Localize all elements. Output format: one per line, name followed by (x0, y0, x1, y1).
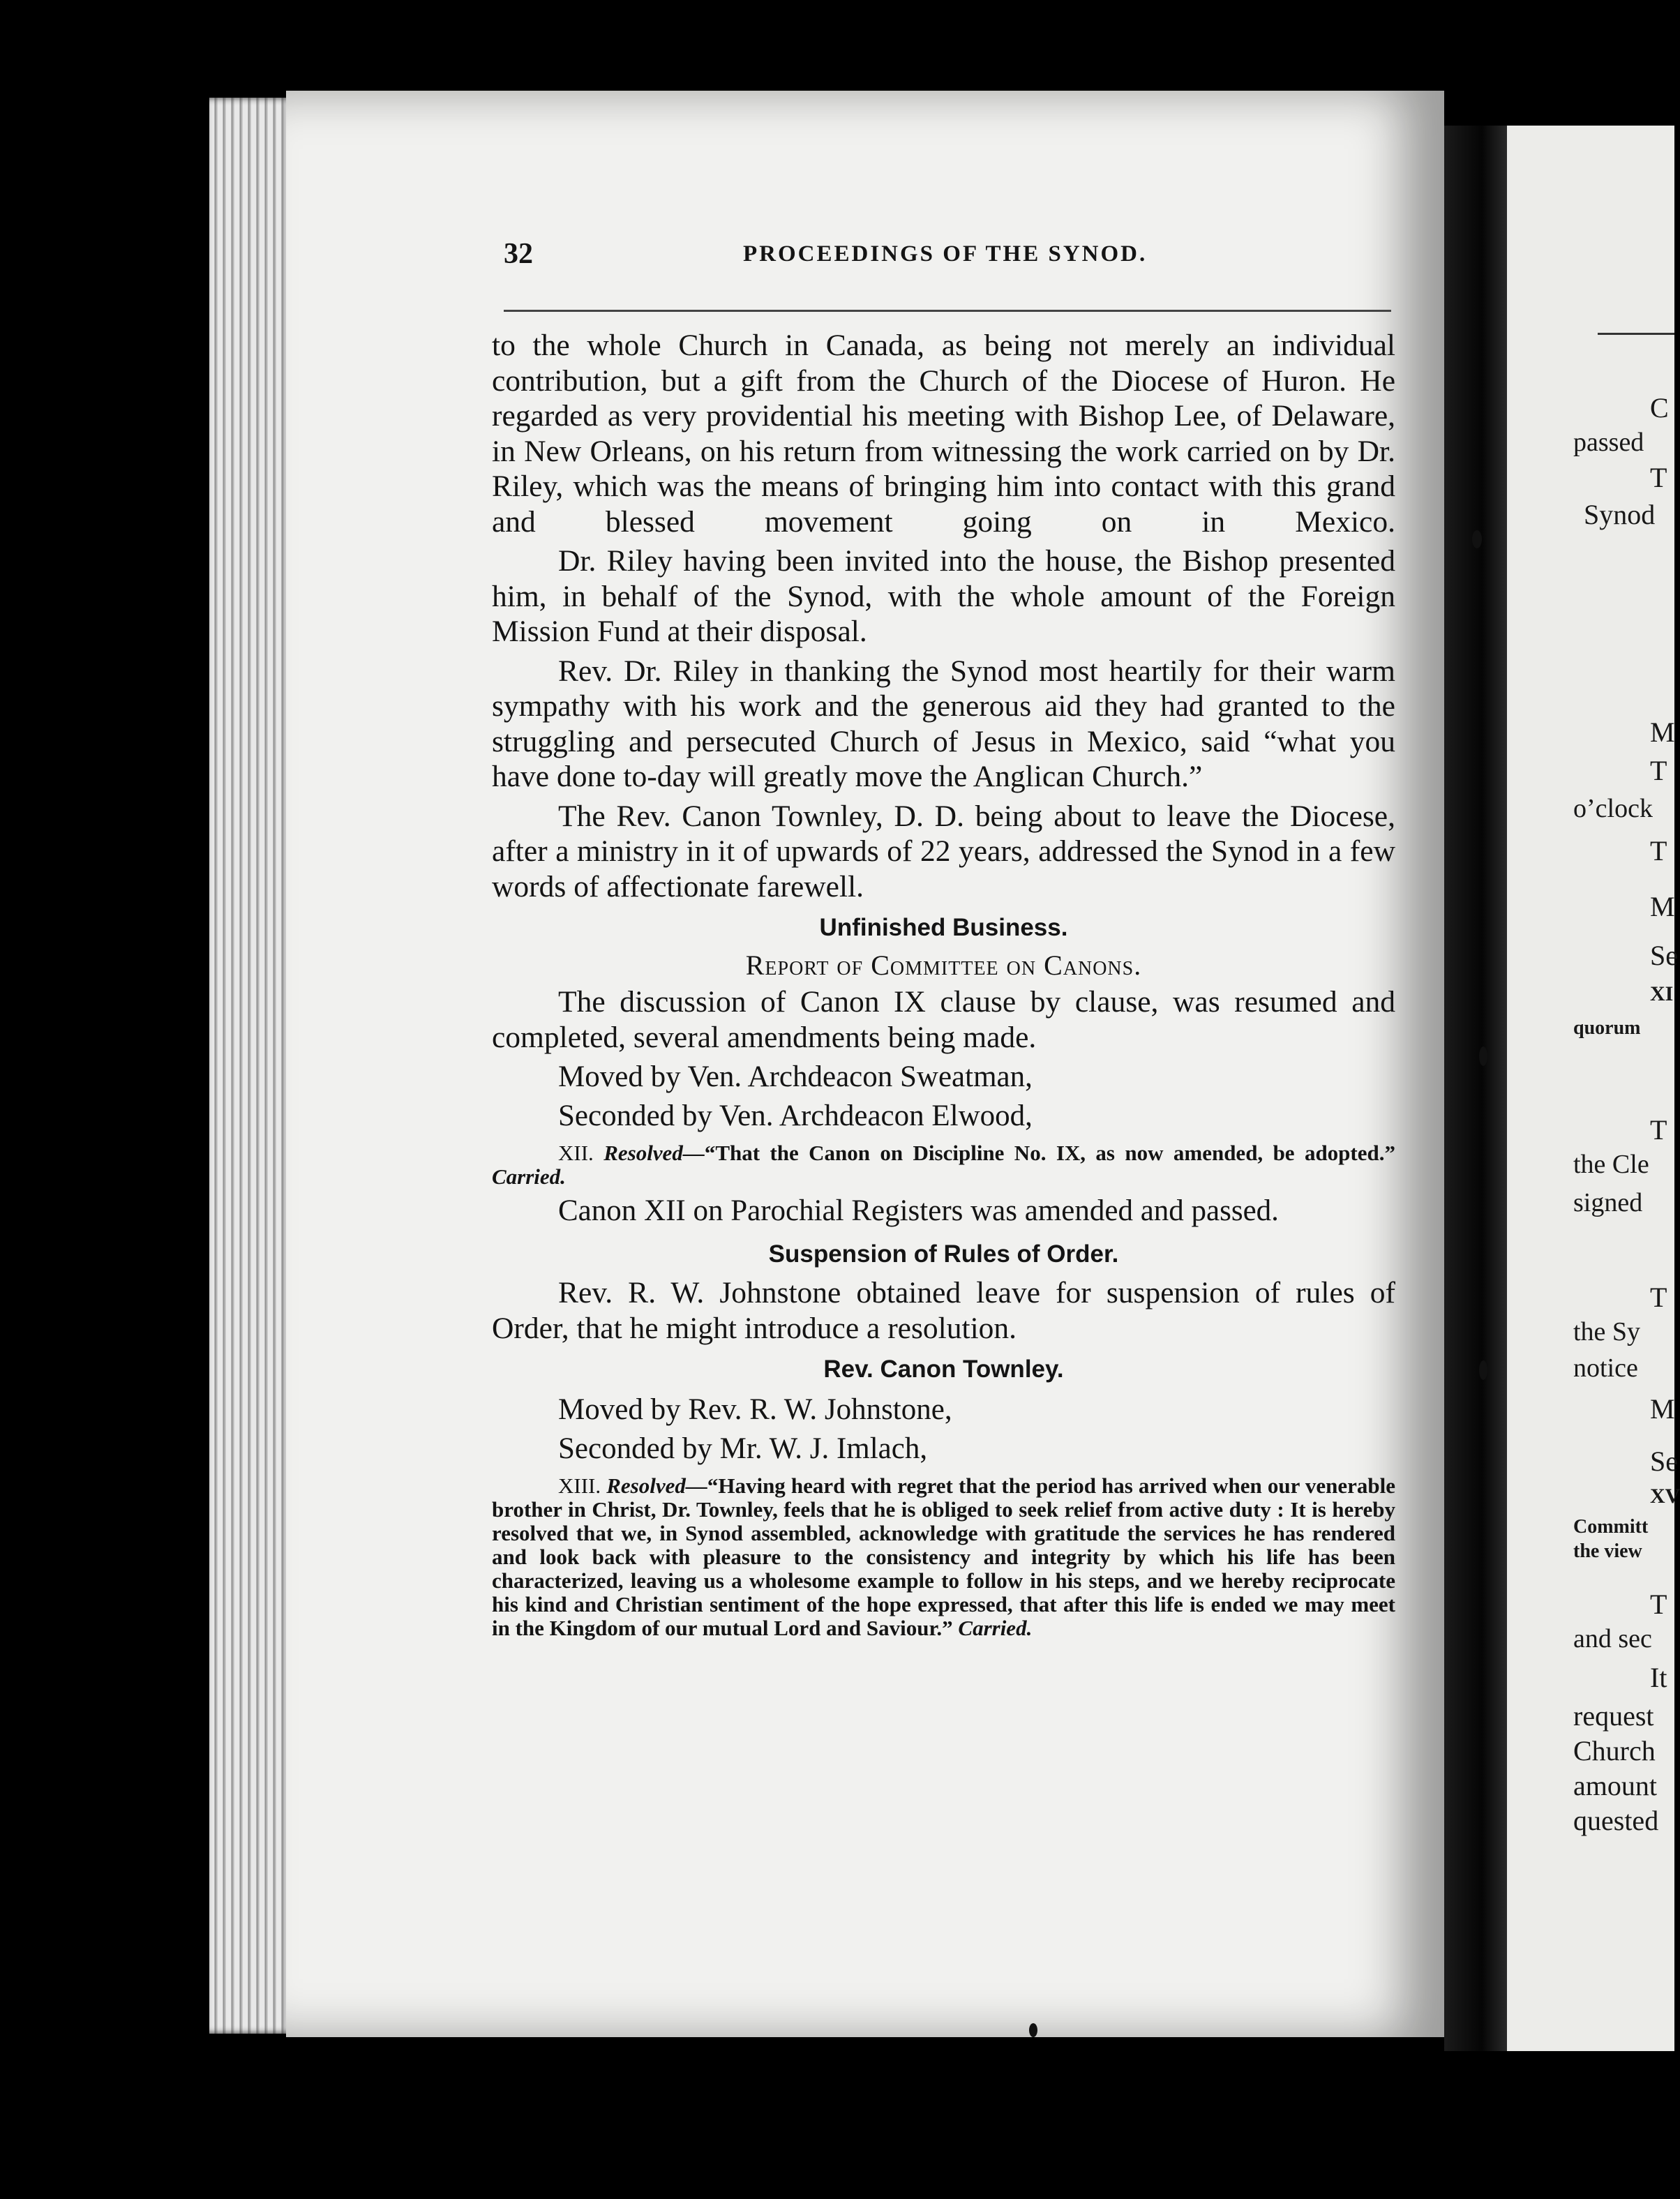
right-page-fragment: XV (1650, 1485, 1680, 1508)
right-page-fragment: It (1650, 1662, 1667, 1693)
resolution-text: “Having heard with regret that the period has arrived when our venerable brother in Christ, Dr. Townley, feels that he is obliged to seek relief from active duty : It is hereby resolved that we, in Synod assembled, acknowledge with gratitude the services he has rendered and look back with pleasure to the consistency and integrity by which his life has been characterized, leaving us a wholesome example to follow in his steps, and we hereby reciprocate his kind and Christian sentiment of the hope expressed, that after this life is ended we may meet in the Kingdom of our mutual Lord and Saviour.” (492, 1473, 1396, 1640)
paragraph: Canon XII on Parochial Registers was amended and passed. (558, 1194, 1279, 1227)
right-page-fragment: the Sy (1573, 1317, 1641, 1346)
paragraph: to the whole Church in Canada, as being not merely an individual contribution, but a gift from the Church of the Diocese of Huron. He regarded as very providential his meeting with Bishop Lee, of Delaware, in New Orleans, on his return from witnessing the work carried on by Dr. Riley, which was the means of bringing him into contact with this grand and blessed movement going on in Mexico. (492, 329, 1395, 539)
right-page-fragment: XI (1650, 982, 1674, 1005)
resolved-label: Resolved— (603, 1141, 705, 1165)
book-gutter (1444, 126, 1507, 2051)
right-page-fragment: the view (1573, 1540, 1642, 1562)
right-page-fragment: Church (1573, 1735, 1656, 1766)
right-page-fragment: T (1650, 1589, 1667, 1620)
right-page-fragment: Se (1650, 1446, 1678, 1477)
page-body (492, 328, 1395, 1643)
right-page-fragment: T (1650, 1282, 1667, 1313)
right-page-rule (1598, 333, 1674, 335)
carried-label: Carried. (958, 1616, 1033, 1640)
header-rule (504, 310, 1391, 312)
mover-line: Moved by Ven. Archdeacon Sweatman, (558, 1060, 1033, 1093)
resolution-xiii (492, 1474, 1395, 1640)
right-page-fragment: M (1650, 891, 1675, 922)
right-page-fragment: T (1650, 755, 1667, 786)
section-heading: Unfinished Business. (819, 914, 1068, 941)
right-page-fragment: passed (1573, 428, 1644, 457)
ink-speck (1029, 2023, 1037, 2037)
paragraph: The discussion of Canon IX clause by clause, was resumed and completed, several amendments being made. (492, 985, 1395, 1054)
book-page-edges (209, 98, 293, 2034)
right-page-fragment: o’clock (1573, 794, 1653, 823)
seconder-line: Seconded by Ven. Archdeacon Elwood, (558, 1100, 1033, 1132)
section-heading: Rev. Canon Townley. (823, 1356, 1064, 1383)
binding-mark (1479, 1360, 1487, 1380)
binding-mark (1479, 1046, 1487, 1066)
resolution-number: XII. (558, 1141, 594, 1165)
right-page-fragment: Synod (1584, 499, 1656, 530)
right-page-fragment: signed (1573, 1188, 1643, 1217)
right-page-fragment: M (1650, 1393, 1675, 1425)
right-page-fragment: Se (1650, 940, 1678, 971)
right-page-fragment: quested (1573, 1805, 1659, 1836)
resolved-label: Resolved— (606, 1473, 707, 1498)
page-number: 32 (504, 238, 533, 270)
right-page-fragment: request (1573, 1700, 1654, 1732)
paragraph: Dr. Riley having been invited into the house, the Bishop presented him, in behalf of the Synod, with the whole amount of the Foreign Mission Fund at their disposal. (492, 544, 1395, 648)
running-header: PROCEEDINGS OF THE SYNOD. (743, 241, 1148, 267)
paragraph: The Rev. Canon Townley, D. D. being about to leave the Diocese, after a ministry in it of upwards of 22 years, addressed the Synod in a few words of affectionate farewell. (492, 799, 1395, 903)
binding-mark (1472, 530, 1482, 548)
resolution-text: “That the Canon on Discipline No. IX, as now amended, be adopted.” (704, 1141, 1395, 1165)
right-page-fragment: and sec (1573, 1624, 1652, 1653)
right-page-fragment: notice (1573, 1353, 1638, 1383)
seconder-line: Seconded by Mr. W. J. Imlach, (558, 1432, 928, 1465)
right-page-fragment: the Cle (1573, 1150, 1649, 1179)
right-page-fragment: quorum (1573, 1017, 1641, 1039)
mover-line: Moved by Rev. R. W. Johnstone, (558, 1393, 952, 1426)
paragraph: Rev. Dr. Riley in thanking the Synod most heartily for their warm sympathy with his work and the generous aid they had granted to the struggling and persecuted Church of Jesus in Mexico, said “what you have done to-day will greatly move the Anglican Church.” (492, 654, 1395, 793)
paragraph: Rev. R. W. Johnstone obtained leave for suspension of rules of Order, that he might introduce a resolution. (492, 1276, 1395, 1345)
right-page-fragment: T (1650, 835, 1667, 866)
right-page-fragment: Committ (1573, 1516, 1649, 1538)
right-page-fragment: T (1650, 1114, 1667, 1146)
right-page-fragment: T (1650, 462, 1667, 493)
section-subheading: Report of Committee on Canons. (745, 950, 1142, 981)
right-page-fragment: M (1650, 716, 1675, 748)
resolution-number: XIII. (558, 1473, 601, 1498)
right-page-fragment: amount (1573, 1770, 1657, 1801)
section-heading: Suspension of Rules of Order. (768, 1240, 1119, 1268)
right-page-fragment: C (1650, 392, 1669, 423)
carried-label: Carried. (492, 1164, 566, 1189)
resolution-xii (492, 1141, 1395, 1189)
